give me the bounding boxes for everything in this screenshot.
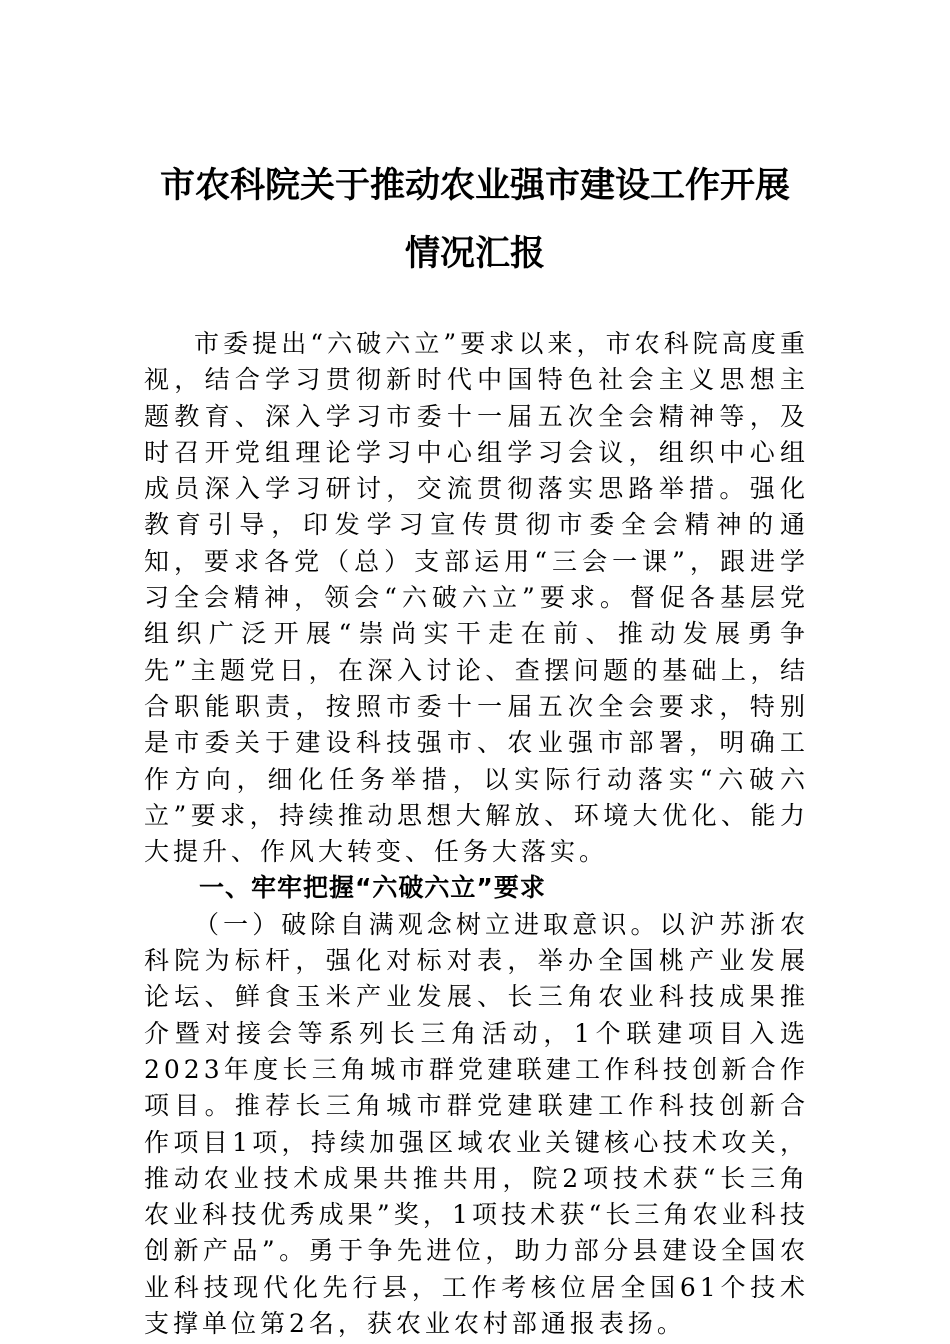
section-heading: 一、牢牢把握“六破六立”要求: [199, 873, 546, 903]
document-title-line-1: 市农科院关于推动农业强市建设工作开展: [159, 165, 790, 206]
subsection-paragraph: [144, 907, 809, 1343]
document-title-line-2: 情况汇报: [404, 233, 545, 274]
subsection-body: 以沪苏浙农科院为标杆，强化对标对表，举办全国桃产业发展论坛、鲜食玉米产业发展、长三角农业科技成果推介暨对接会等系列长三角活动，1个联建项目入选2023年度长三角城市群党建联建工作科技创新合作项目。推荐长三角城市群党建联建工作科技创新合作项目1项，持续加强区域农业关键核心技术攻关，推动农业技术成果共推共用，院2项技术获“长三角农业科技优秀成果”奖，1项技术获“长三角农业科技创新产品”。勇于争先进位，助力部分县建设全国农业科技现代化先行县，工作考核位居全国61个技术支撑单位第2名，获农业农村部通报表扬。: [144, 909, 809, 1339]
document-body: [144, 326, 809, 1342]
subsection-heading: （一）破除自满观念树立进取意识。: [194, 909, 660, 939]
intro-paragraph: 市委提出“六破六立”要求以来，市农科院高度重视，结合学习贯彻新时代中国特色社会主义思想主题教育、深入学习市委十一届五次全会精神等，及时召开党组理论学习中心组学习会议，组织中心组成员深入学习研讨，交流贯彻落实思路举措。强化教育引导，印发学习宣传贯彻市委全会精神的通知，要求各党（总）支部运用“三会一课”，跟进学习全会精神，领会“六破六立”要求。督促各基层党组织广泛开展“崇尚实干走在前、推动发展勇争先”主题党日，在深入讨论、查摆问题的基础上，结合职能职责，按照市委十一届五次全会要求，特别是市委关于建设科技强市、农业强市部署，明确工作方向，细化任务举措，以实际行动落实“六破六立”要求，持续推动思想大解放、环境大优化、能力大提升、作风大转变、任务大落实。: [144, 329, 809, 867]
